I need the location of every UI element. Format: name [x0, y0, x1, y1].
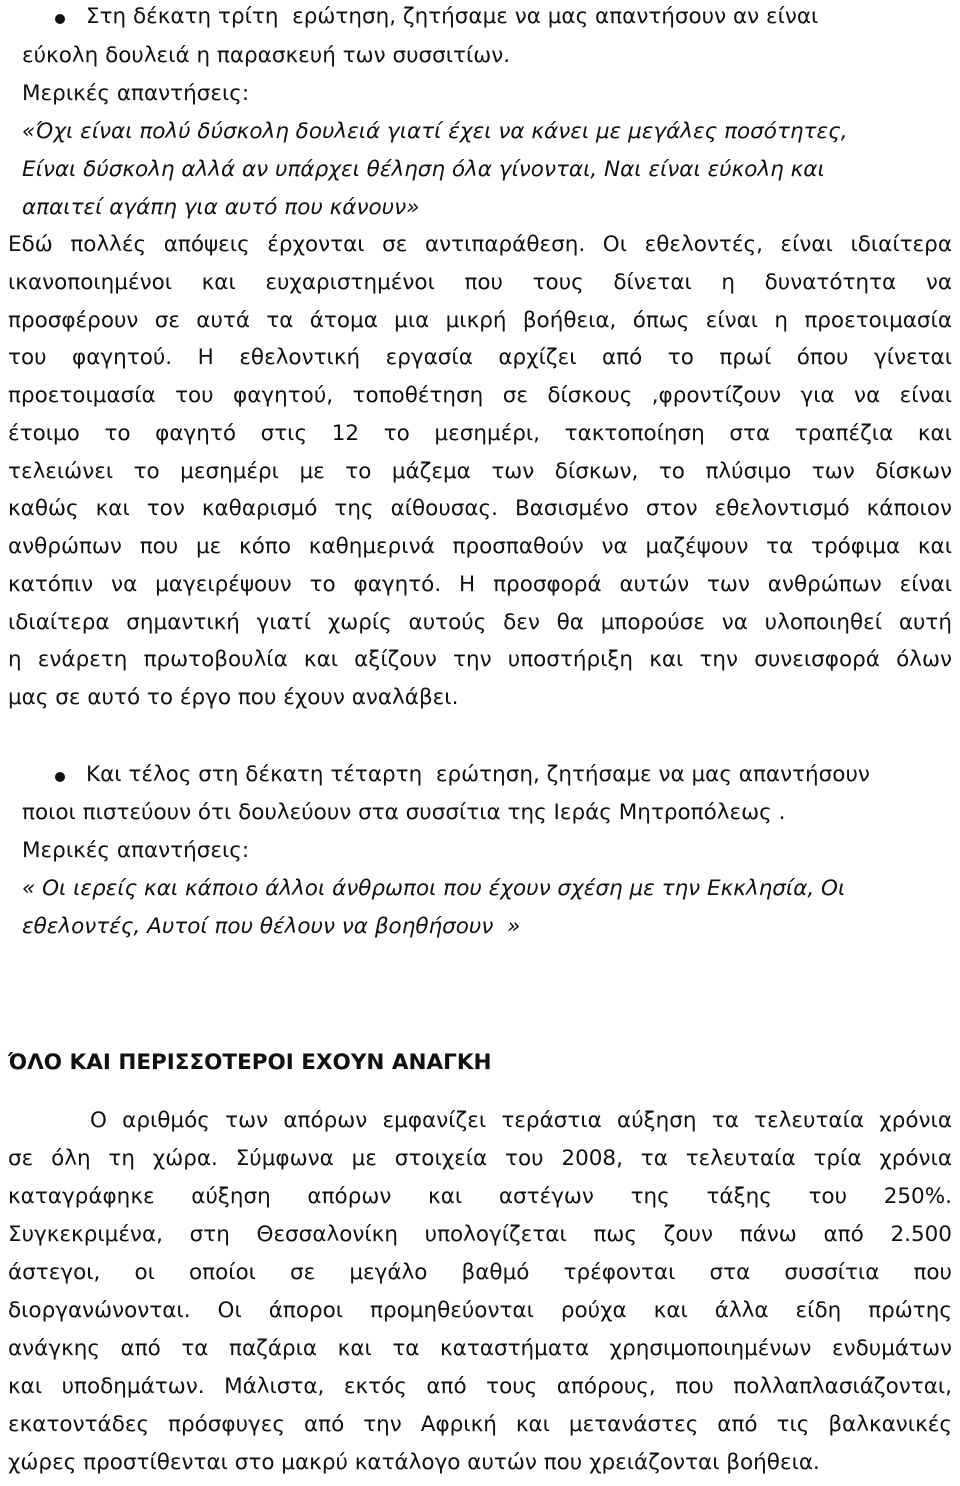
body-line: σε όλη τη χώρα. Σύμφωνα με στοιχεία του 2008, τα τελευταία τρία χρόνια — [8, 1146, 952, 1171]
body-line: άστεγοι, οι οποίοι σε μεγάλο βαθμό τρέφονται στα συσσίτια που — [8, 1260, 952, 1285]
body-line: του φαγητού. Η εθελοντική εργασία αρχίζει από το πρωί όπου γίνεται — [8, 345, 952, 370]
question-13-line: Στη δέκατη τρίτη ερώτηση, ζητήσαμε να μας απαντήσουν αν είναι — [86, 4, 819, 29]
body-line: χώρες προστίθενται στο μακρύ κατάλογο αυτών που χρειάζονται βοήθεια. — [8, 1450, 820, 1475]
body-line: έτοιμο το φαγητό στις 12 το μεσημέρι, τακτοποίηση στα τραπέζια και — [8, 421, 952, 446]
quote-line: Είναι δύσκολη αλλά αν υπάρχει θέληση όλα γίνονται, Ναι είναι εύκολη και — [22, 157, 825, 182]
body-line: Συγκεκριμένα, στη Θεσσαλονίκη υπολογίζεται πως ζουν πάνω από 2.500 — [8, 1222, 952, 1247]
quote-line: εθελοντές, Αυτοί που θέλουν να βοηθήσουν » — [22, 914, 521, 939]
quote-line: « Οι ιερείς και κάποιο άλλοι άνθρωποι που έχουν σχέση με την Εκκλησία, Οι — [22, 876, 846, 901]
question-14-line: Και τέλος στη δέκατη τέταρτη ερώτηση, ζητήσαμε να μας απαντήσουν — [86, 762, 870, 787]
body-line: κατόπιν να μαγειρέψουν το φαγητό. Η προσφορά αυτών των ανθρώπων είναι — [8, 572, 952, 597]
body-line: μας σε αυτό το έργο που έχουν αναλάβει. — [8, 685, 459, 710]
bullet-icon — [55, 772, 65, 782]
body-line: η ενάρετη πρωτοβουλία και αξίζουν την υποστήριξη και την συνεισφορά όλων — [8, 647, 952, 672]
body-line: και υποδημάτων. Μάλιστα, εκτός από τους απόρους, που πολλαπλασιάζονται, — [8, 1374, 952, 1399]
bullet-icon — [55, 14, 65, 24]
body-line: καθώς και τον καθαρισμό της αίθουσας. Βασισμένο στον εθελοντισμό κάποιον — [8, 496, 952, 521]
body-line: προετοιμασία του φαγητού, τοποθέτηση σε δίσκους ,φροντίζουν για να είναι — [8, 383, 952, 408]
body-line: εκατοντάδες πρόσφυγες από την Αφρική και μετανάστες από τις βαλκανικές — [8, 1412, 952, 1437]
body-line: Ο αριθμός των απόρων εμφανίζει τεράστια αύξηση τα τελευταία χρόνια — [90, 1108, 952, 1133]
body-line: ιδιαίτερα σημαντική γιατί χωρίς αυτούς δεν θα μπορούσε να υλοποιηθεί αυτή — [8, 610, 952, 635]
answers-label: Μερικές απαντήσεις: — [22, 81, 250, 106]
body-line: διοργανώνονται. Οι άποροι προμηθεύονται ρούχα και άλλα είδη πρώτης — [8, 1298, 952, 1323]
body-line: Εδώ πολλές απόψεις έρχονται σε αντιπαράθεση. Οι εθελοντές, είναι ιδιαίτερα — [8, 232, 952, 257]
body-line: τελειώνει το μεσημέρι με το μάζεμα των δίσκων, το πλύσιμο των δίσκων — [8, 459, 952, 484]
section-heading: ΌΛΟ ΚΑΙ ΠΕΡΙΣΣΟΤΕΡΟΙ ΕΧΟΥΝ ΑΝΑΓΚΗ — [8, 1050, 492, 1075]
body-line: καταγράφηκε αύξηση απόρων και αστέγων της τάξης του 250%. — [8, 1184, 952, 1209]
question-13-continuation: εύκολη δουλειά η παρασκευή των συσσιτίων. — [22, 43, 511, 68]
body-line: προσφέρουν σε αυτά τα άτομα μια μικρή βοήθεια, όπως είναι η προετοιμασία — [8, 308, 952, 333]
body-line: ικανοποιημένοι και ευχαριστημένοι που τους δίνεται η δυνατότητα να — [8, 270, 952, 295]
quote-line: «Όχι είναι πολύ δύσκολη δουλειά γιατί έχει να κάνει με μεγάλες ποσότητες, — [22, 119, 848, 144]
answers-label: Μερικές απαντήσεις: — [22, 838, 250, 863]
body-line: ανάγκης από τα παζάρια και τα καταστήματα χρησιμοποιημένων ενδυμάτων — [8, 1336, 952, 1361]
question-14-continuation: ποιοι πιστεύουν ότι δουλεύουν στα συσσίτια της Ιεράς Μητροπόλεως . — [22, 800, 786, 825]
quote-line: απαιτεί αγάπη για αυτό που κάνουν» — [22, 195, 420, 220]
body-line: ανθρώπων που με κόπο καθημερινά προσπαθούν να μαζέψουν τα τρόφιμα και — [8, 534, 952, 559]
